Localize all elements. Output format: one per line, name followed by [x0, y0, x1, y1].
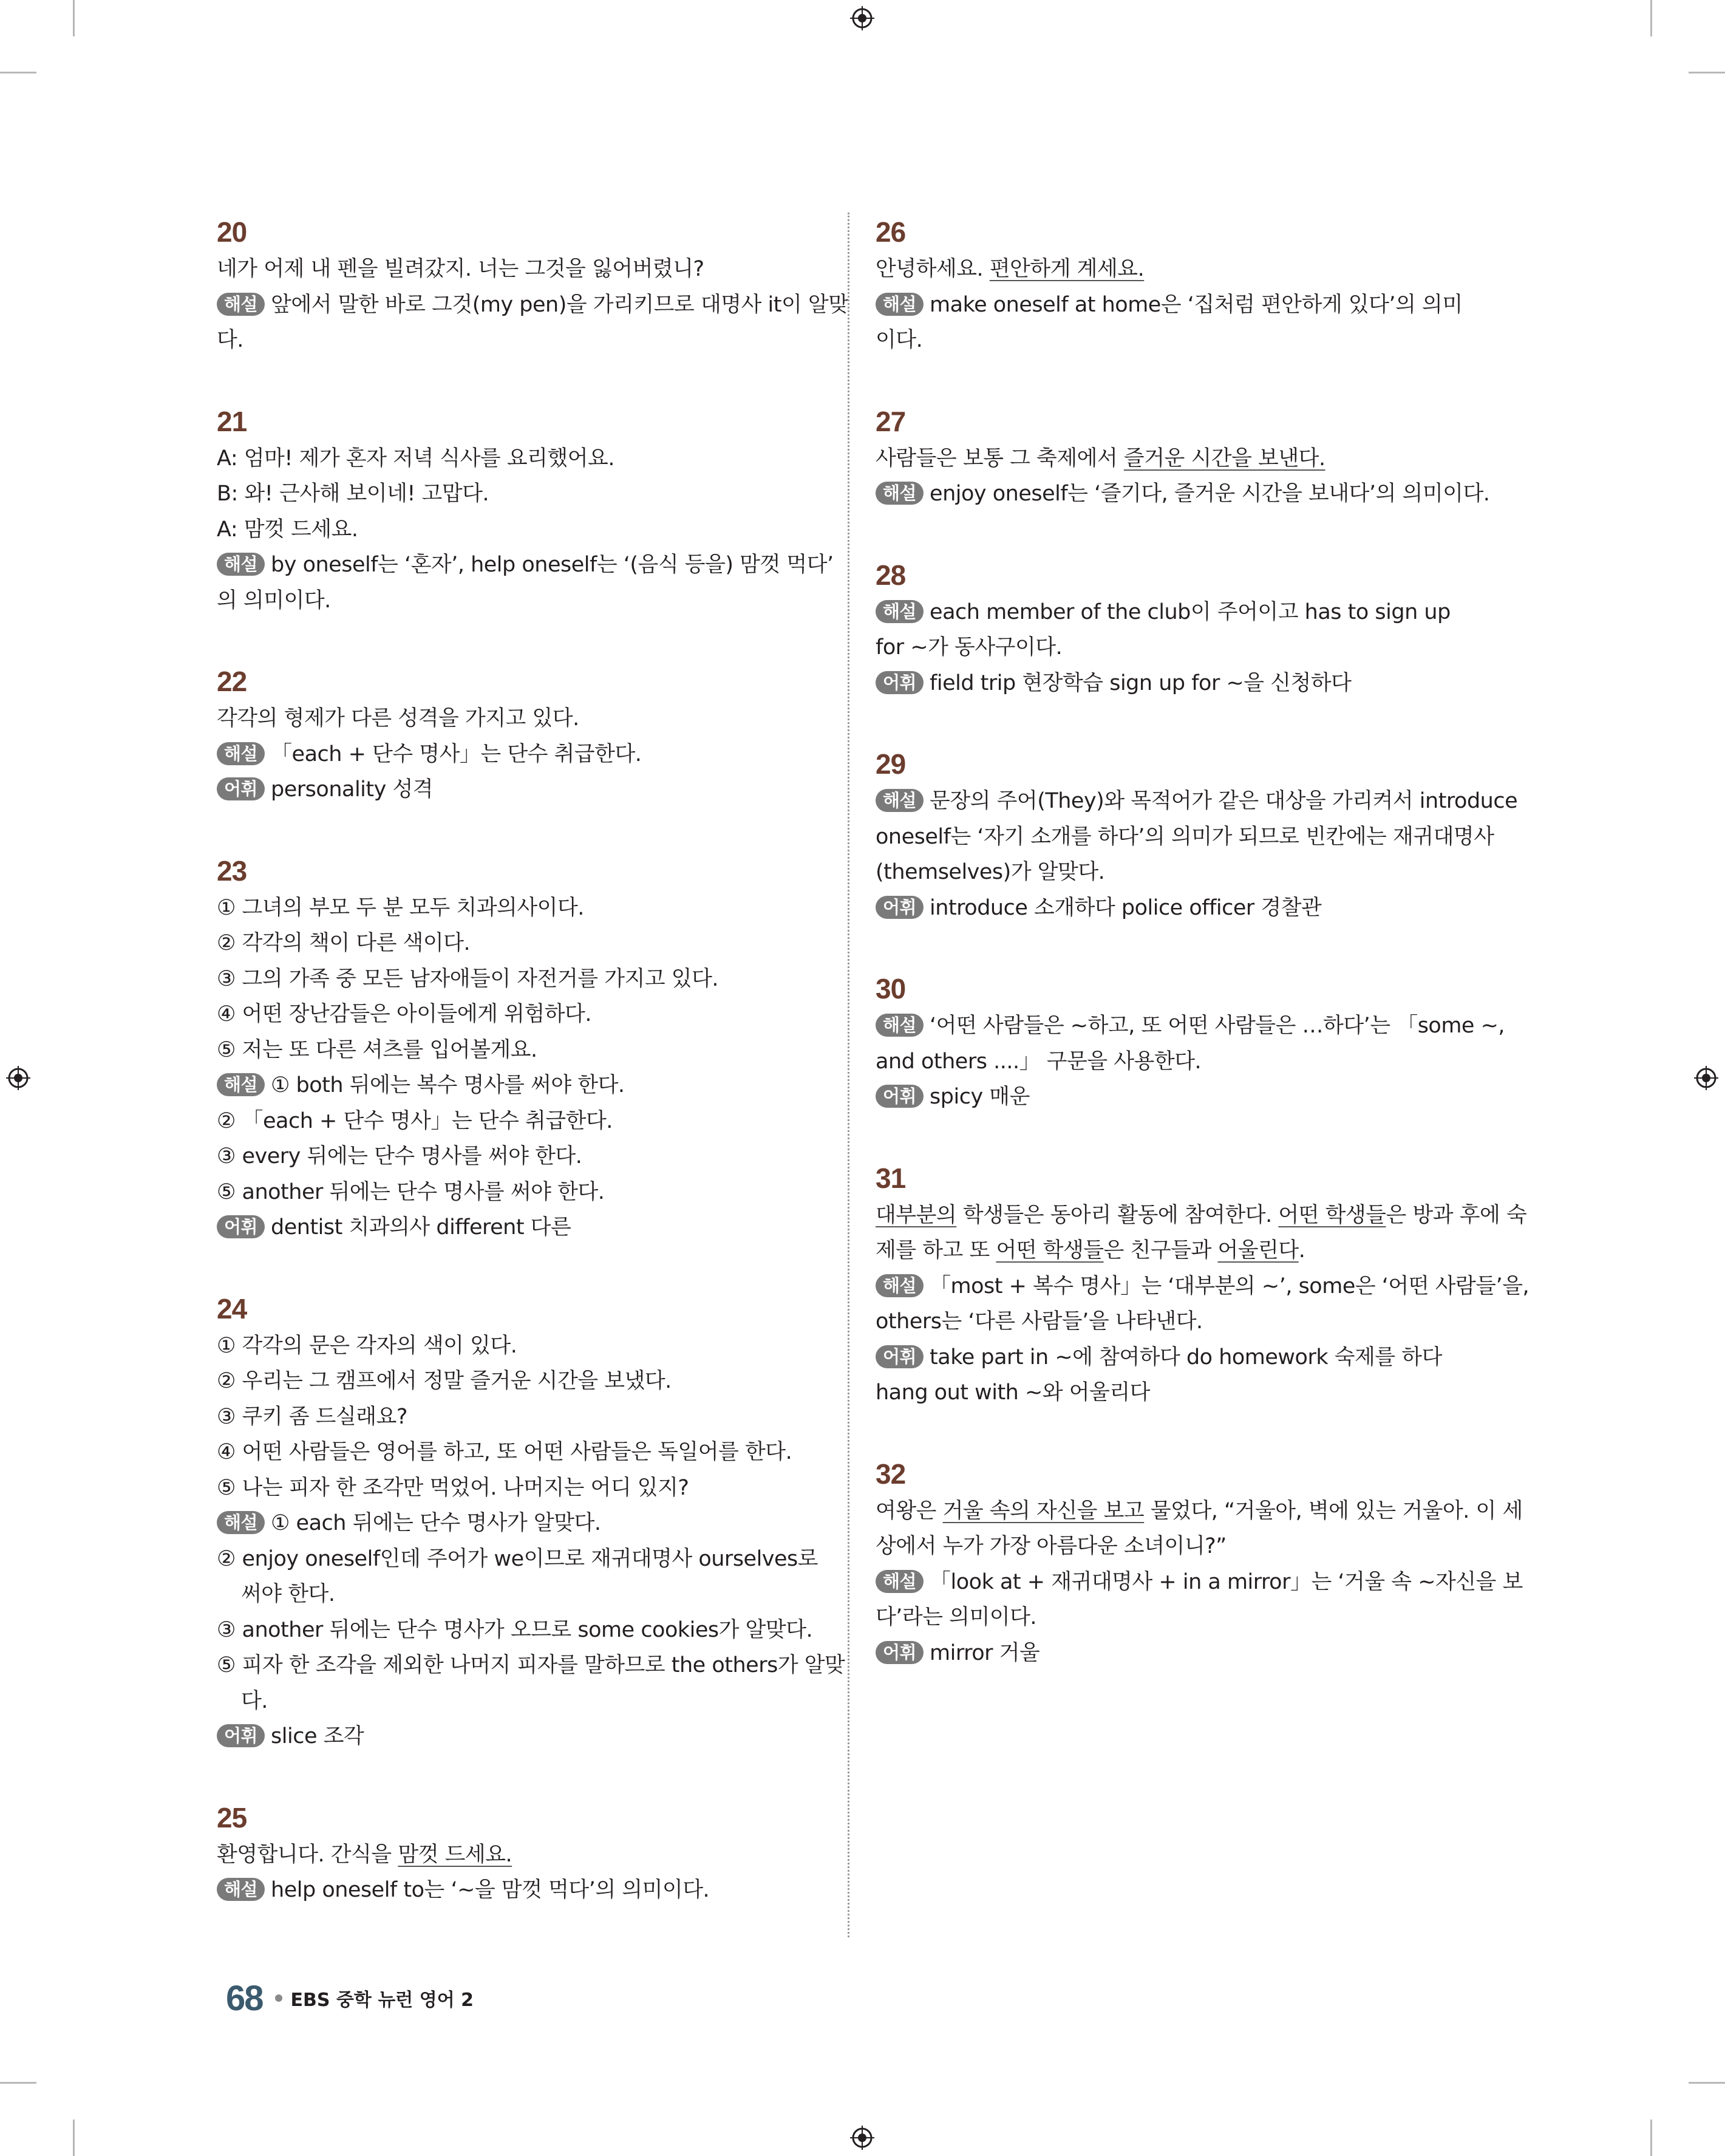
text-segment: 의 의미이다. — [217, 588, 331, 613]
text-line — [217, 251, 821, 287]
crop-mark — [73, 2120, 75, 2156]
vocab-badge: 어휘 — [217, 777, 265, 800]
text-line — [876, 1008, 1505, 1044]
underlined-text: 편안하게 계세요. — [989, 257, 1145, 281]
text-segment: ③ every 뒤에는 단수 명사를 써야 한다. — [217, 1144, 582, 1168]
underlined-text: 맘껏 드세요. — [398, 1842, 512, 1867]
text-segment: ② enjoy oneself인데 주어가 we이므로 재귀대명사 ourselves로 — [217, 1546, 818, 1571]
text-segment: B: 와! 근사해 보이네! 고맙다. — [217, 482, 489, 506]
text-line — [217, 1684, 821, 1719]
text-segment: ③ 쿠키 좀 드실래요? — [217, 1404, 408, 1429]
text-segment: 여왕은 — [876, 1498, 943, 1523]
left-column — [217, 213, 849, 1908]
text-segment: 은 방과 후에 숙 — [1386, 1203, 1527, 1227]
text-line — [876, 1044, 1480, 1080]
question-number: 24 — [217, 1292, 247, 1325]
text-line — [217, 547, 834, 583]
underlined-text: 즐거운 시간을 보낸다. — [1123, 446, 1325, 471]
text-segment: 환영합니다. 간식을 — [217, 1842, 398, 1867]
text-line — [217, 1506, 821, 1541]
text-line — [217, 287, 849, 323]
text-line — [876, 666, 1480, 701]
text-segment: hang out with ~와 어울리다 — [876, 1380, 1150, 1405]
text-line — [876, 1198, 1527, 1233]
text-line — [217, 1719, 821, 1755]
text-segment: 문장의 주어(They)와 목적어가 같은 대상을 가리켜서 introduce — [930, 789, 1518, 813]
text-segment: ⑤ 저는 또 다른 셔츠를 입어볼게요. — [217, 1037, 537, 1062]
text-line — [876, 1269, 1529, 1305]
text-line — [217, 1872, 821, 1908]
text-segment: dentist 치과의사 different 다른 — [271, 1215, 571, 1240]
text-line — [217, 1139, 821, 1175]
explanation-badge: 해설 — [217, 1073, 265, 1096]
question-number: 22 — [217, 666, 247, 697]
crop-mark — [1689, 2082, 1725, 2084]
crop-mark — [1689, 72, 1725, 73]
text-segment: personality 성격 — [271, 777, 434, 802]
question-number: 23 — [217, 855, 247, 887]
text-line — [876, 1493, 1523, 1529]
text-line — [217, 1612, 821, 1648]
book-title: EBS 중학 뉴런 영어 2 — [290, 1990, 474, 2011]
text-line — [217, 1470, 821, 1506]
text-line — [876, 287, 1480, 323]
text-line — [217, 1399, 821, 1435]
text-line — [876, 1304, 1480, 1340]
answer-item-20 — [217, 213, 849, 358]
text-segment: 상에서 누가 가장 아름다운 소녀이니?” — [876, 1534, 1227, 1558]
underlined-text: 어떤 학생들 — [1278, 1203, 1386, 1227]
text-segment: 네가 어제 내 펜을 빌려갔지. 너는 그것을 잃어버렸니? — [217, 257, 704, 281]
explanation-badge: 해설 — [217, 553, 265, 576]
text-line — [217, 1837, 821, 1873]
explanation-badge: 해설 — [217, 293, 265, 316]
text-segment: ③ 그의 가족 중 모든 남자애들이 자전거를 가지고 있다. — [217, 966, 719, 991]
answer-item-32 — [876, 1455, 1523, 1671]
explanation-badge: 해설 — [217, 1511, 265, 1534]
text-line — [217, 1577, 821, 1612]
text-line — [876, 855, 1480, 890]
text-segment: A: 맘껏 드세요. — [217, 517, 358, 542]
answer-item-21 — [217, 402, 834, 619]
text-segment: ② 우리는 그 캠프에서 정말 즐거운 시간을 보냈다. — [217, 1369, 672, 1393]
text-line — [217, 701, 821, 737]
explanation-badge: 해설 — [876, 1014, 924, 1037]
text-segment: ⑤ 피자 한 조각을 제외한 나머지 피자를 말하므로 the others가 알맞 — [217, 1653, 845, 1677]
vocab-badge: 어휘 — [876, 1085, 924, 1108]
text-segment: ‘어떤 사람들은 ~하고, 또 어떤 사람들은 …하다’는 「some ~, — [930, 1014, 1505, 1038]
text-segment: 「look at + 재귀대명사 + in a mirror」는 ‘거울 속 ~자신을 보 — [930, 1569, 1523, 1594]
answer-item-28 — [876, 556, 1480, 701]
underlined-text: 어떤 학생들 — [996, 1238, 1104, 1263]
text-segment: for ~가 동사구이다. — [876, 635, 1063, 660]
text-segment: spicy 매운 — [930, 1085, 1030, 1109]
question-number: 21 — [217, 405, 247, 437]
text-line — [217, 772, 821, 808]
text-line — [217, 1328, 821, 1364]
text-segment: and others ....」 구문을 사용한다. — [876, 1049, 1202, 1074]
text-segment: introduce 소개하다 police officer 경찰관 — [930, 895, 1322, 920]
question-number: 32 — [876, 1458, 906, 1490]
explanation-badge: 해설 — [876, 293, 924, 316]
text-segment: oneself는 ‘자기 소개를 하다’의 의미가 되므로 빈칸에는 재귀대명사 — [876, 824, 1494, 849]
bullet-dot-icon — [275, 1994, 282, 2002]
page-footer — [226, 1977, 474, 2019]
vocab-badge: 어휘 — [876, 896, 924, 919]
text-line — [217, 1434, 821, 1470]
text-segment: A: 엄마! 제가 혼자 저녁 식사를 요리했어요. — [217, 446, 614, 471]
text-segment: . — [1298, 1238, 1305, 1263]
answer-item-24 — [217, 1289, 845, 1755]
text-line — [217, 1068, 821, 1104]
crop-mark — [1650, 0, 1652, 36]
text-segment: (themselves)가 알맞다. — [876, 860, 1105, 884]
text-segment: make oneself at home은 ‘집처럼 편안하게 있다’의 의미 — [930, 292, 1463, 317]
text-segment: 은 친구들과 — [1103, 1238, 1218, 1263]
text-line — [217, 1363, 821, 1399]
text-line — [876, 630, 1480, 666]
column-divider — [848, 213, 849, 1937]
text-segment: ③ another 뒤에는 단수 명사가 오므로 some cookies가 알맞다. — [217, 1617, 813, 1642]
text-segment: 안녕하세요. — [876, 257, 990, 281]
text-line — [876, 819, 1494, 855]
page-number: 68 — [226, 1978, 263, 2018]
text-segment: 제를 하고 또 — [876, 1238, 996, 1263]
crop-mark — [1650, 2120, 1652, 2156]
text-line — [876, 476, 1490, 512]
text-line — [217, 583, 821, 619]
text-line — [217, 322, 821, 358]
text-line — [876, 890, 1480, 926]
explanation-badge: 해설 — [217, 742, 265, 765]
text-segment: 앞에서 말한 바로 그것(my pen)을 가리키므로 대명사 it이 알맞 — [271, 292, 849, 317]
text-line — [217, 997, 821, 1032]
answer-item-23 — [217, 851, 821, 1246]
text-line — [876, 1340, 1480, 1376]
question-number: 20 — [217, 216, 247, 248]
question-number: 31 — [876, 1162, 906, 1194]
vocab-badge: 어휘 — [217, 1215, 265, 1238]
question-number: 27 — [876, 405, 906, 437]
vocab-badge: 어휘 — [876, 1641, 924, 1664]
text-segment: ④ 어떤 사람들은 영어를 하고, 또 어떤 사람들은 독일어를 한다. — [217, 1440, 792, 1464]
text-line — [217, 1032, 821, 1068]
text-line — [217, 1210, 821, 1246]
text-segment: others는 ‘다른 사람들’을 나타낸다. — [876, 1309, 1203, 1334]
text-line — [217, 961, 821, 997]
answer-item-29 — [876, 745, 1518, 926]
text-segment: 학생들은 동아리 활동에 참여한다. — [956, 1203, 1279, 1227]
text-segment: take part in ~에 참여하다 do homework 숙제를 하다 — [930, 1345, 1442, 1370]
text-segment: field trip 현장학습 sign up for ~을 신청하다 — [930, 670, 1352, 695]
text-line — [876, 1079, 1480, 1115]
text-line — [217, 1648, 845, 1684]
right-column — [876, 213, 1529, 1671]
text-segment: enjoy oneself는 ‘즐기다, 즐거운 시간을 보내다’의 의미이다. — [930, 482, 1490, 506]
text-line — [876, 595, 1480, 630]
explanation-badge: 해설 — [876, 789, 924, 812]
text-line — [217, 441, 821, 477]
text-segment: help oneself to는 ‘~을 맘껏 먹다’의 의미이다. — [271, 1878, 710, 1902]
registration-mark-icon — [1694, 1066, 1718, 1090]
text-segment: mirror 거울 — [930, 1640, 1040, 1665]
question-number: 26 — [876, 216, 906, 248]
underlined-text: 어울린다 — [1217, 1238, 1299, 1263]
answer-item-30 — [876, 969, 1505, 1115]
text-segment: 다. — [217, 328, 243, 352]
text-line — [876, 1529, 1480, 1564]
registration-mark-icon — [6, 1066, 30, 1090]
text-line — [876, 1600, 1480, 1636]
text-line — [876, 1636, 1480, 1671]
text-line — [217, 512, 821, 548]
crop-mark — [0, 72, 36, 73]
text-line — [876, 783, 1518, 819]
question-number: 28 — [876, 559, 906, 591]
text-line — [876, 322, 1480, 358]
question-number: 29 — [876, 748, 906, 780]
text-line — [876, 441, 1480, 477]
crop-mark — [0, 2082, 36, 2084]
underlined-text: 거울 속의 자신을 보고 — [942, 1498, 1145, 1523]
text-segment: 이다. — [876, 328, 923, 352]
text-segment: 물었다, “거울아, 벽에 있는 거울아. 이 세 — [1144, 1498, 1523, 1523]
text-line — [876, 1375, 1480, 1411]
text-segment: ② 각각의 책이 다른 색이다. — [217, 931, 471, 955]
vocab-badge: 어휘 — [217, 1724, 265, 1747]
explanation-badge: 해설 — [876, 482, 924, 505]
text-segment: slice 조각 — [271, 1724, 364, 1748]
explanation-badge: 해설 — [876, 1570, 924, 1593]
text-segment: ⑤ another 뒤에는 단수 명사를 써야 한다. — [217, 1179, 605, 1204]
text-line — [217, 737, 821, 773]
text-line — [876, 1564, 1523, 1600]
registration-mark-icon — [850, 6, 874, 30]
text-segment: 각각의 형제가 다른 성격을 가지고 있다. — [217, 706, 579, 731]
vocab-badge: 어휘 — [876, 671, 924, 694]
text-segment: ④ 어떤 장난감들은 아이들에게 위험하다. — [217, 1002, 591, 1026]
text-segment: ① each 뒤에는 단수 명사가 알맞다. — [271, 1511, 601, 1535]
explanation-badge: 해설 — [217, 1878, 265, 1901]
answer-item-22 — [217, 662, 821, 808]
text-segment: ① both 뒤에는 복수 명사를 써야 한다. — [271, 1073, 625, 1097]
answer-item-26 — [876, 213, 1480, 358]
text-line — [876, 251, 1480, 287]
text-line — [876, 1233, 1480, 1269]
text-line — [217, 476, 821, 512]
answer-item-31 — [876, 1159, 1529, 1411]
text-segment: ① 각각의 문은 각자의 색이 있다. — [217, 1333, 517, 1358]
text-segment: each member of the club이 주어이고 has to sign up — [930, 599, 1451, 624]
answer-item-25 — [217, 1798, 821, 1908]
text-segment: 사람들은 보통 그 축제에서 — [876, 446, 1124, 471]
text-line — [217, 890, 821, 926]
text-segment: ⑤ 나는 피자 한 조각만 먹었어. 나머지는 어디 있지? — [217, 1475, 689, 1500]
question-number: 25 — [217, 1801, 247, 1834]
text-segment: ① 그녀의 부모 두 분 모두 치과의사이다. — [217, 895, 584, 920]
crop-mark — [73, 0, 75, 36]
text-segment: by oneself는 ‘혼자’, help oneself는 ‘(음식 등을) 맘껏 먹다’ — [271, 553, 834, 577]
text-segment: 다’라는 의미이다. — [876, 1605, 1037, 1629]
text-segment: 「most + 복수 명사」는 ‘대부분의 ~’, some은 ‘어떤 사람들’을, — [930, 1274, 1529, 1298]
text-segment: 써야 한다. — [241, 1582, 335, 1606]
answer-item-27 — [876, 402, 1490, 512]
explanation-badge: 해설 — [876, 1274, 924, 1297]
text-segment: 「each + 단수 명사」는 단수 취급한다. — [271, 742, 642, 766]
text-segment: 다. — [241, 1688, 268, 1713]
vocab-badge: 어휘 — [876, 1345, 924, 1368]
explanation-badge: 해설 — [876, 600, 924, 623]
registration-mark-icon — [850, 2126, 874, 2150]
text-line — [217, 926, 821, 961]
question-number: 30 — [876, 973, 906, 1005]
text-line — [217, 1541, 821, 1577]
text-line — [217, 1104, 821, 1139]
text-segment: ② 「each + 단수 명사」는 단수 취급한다. — [217, 1108, 613, 1133]
underlined-text: 대부분의 — [876, 1203, 957, 1227]
text-line — [217, 1175, 821, 1210]
